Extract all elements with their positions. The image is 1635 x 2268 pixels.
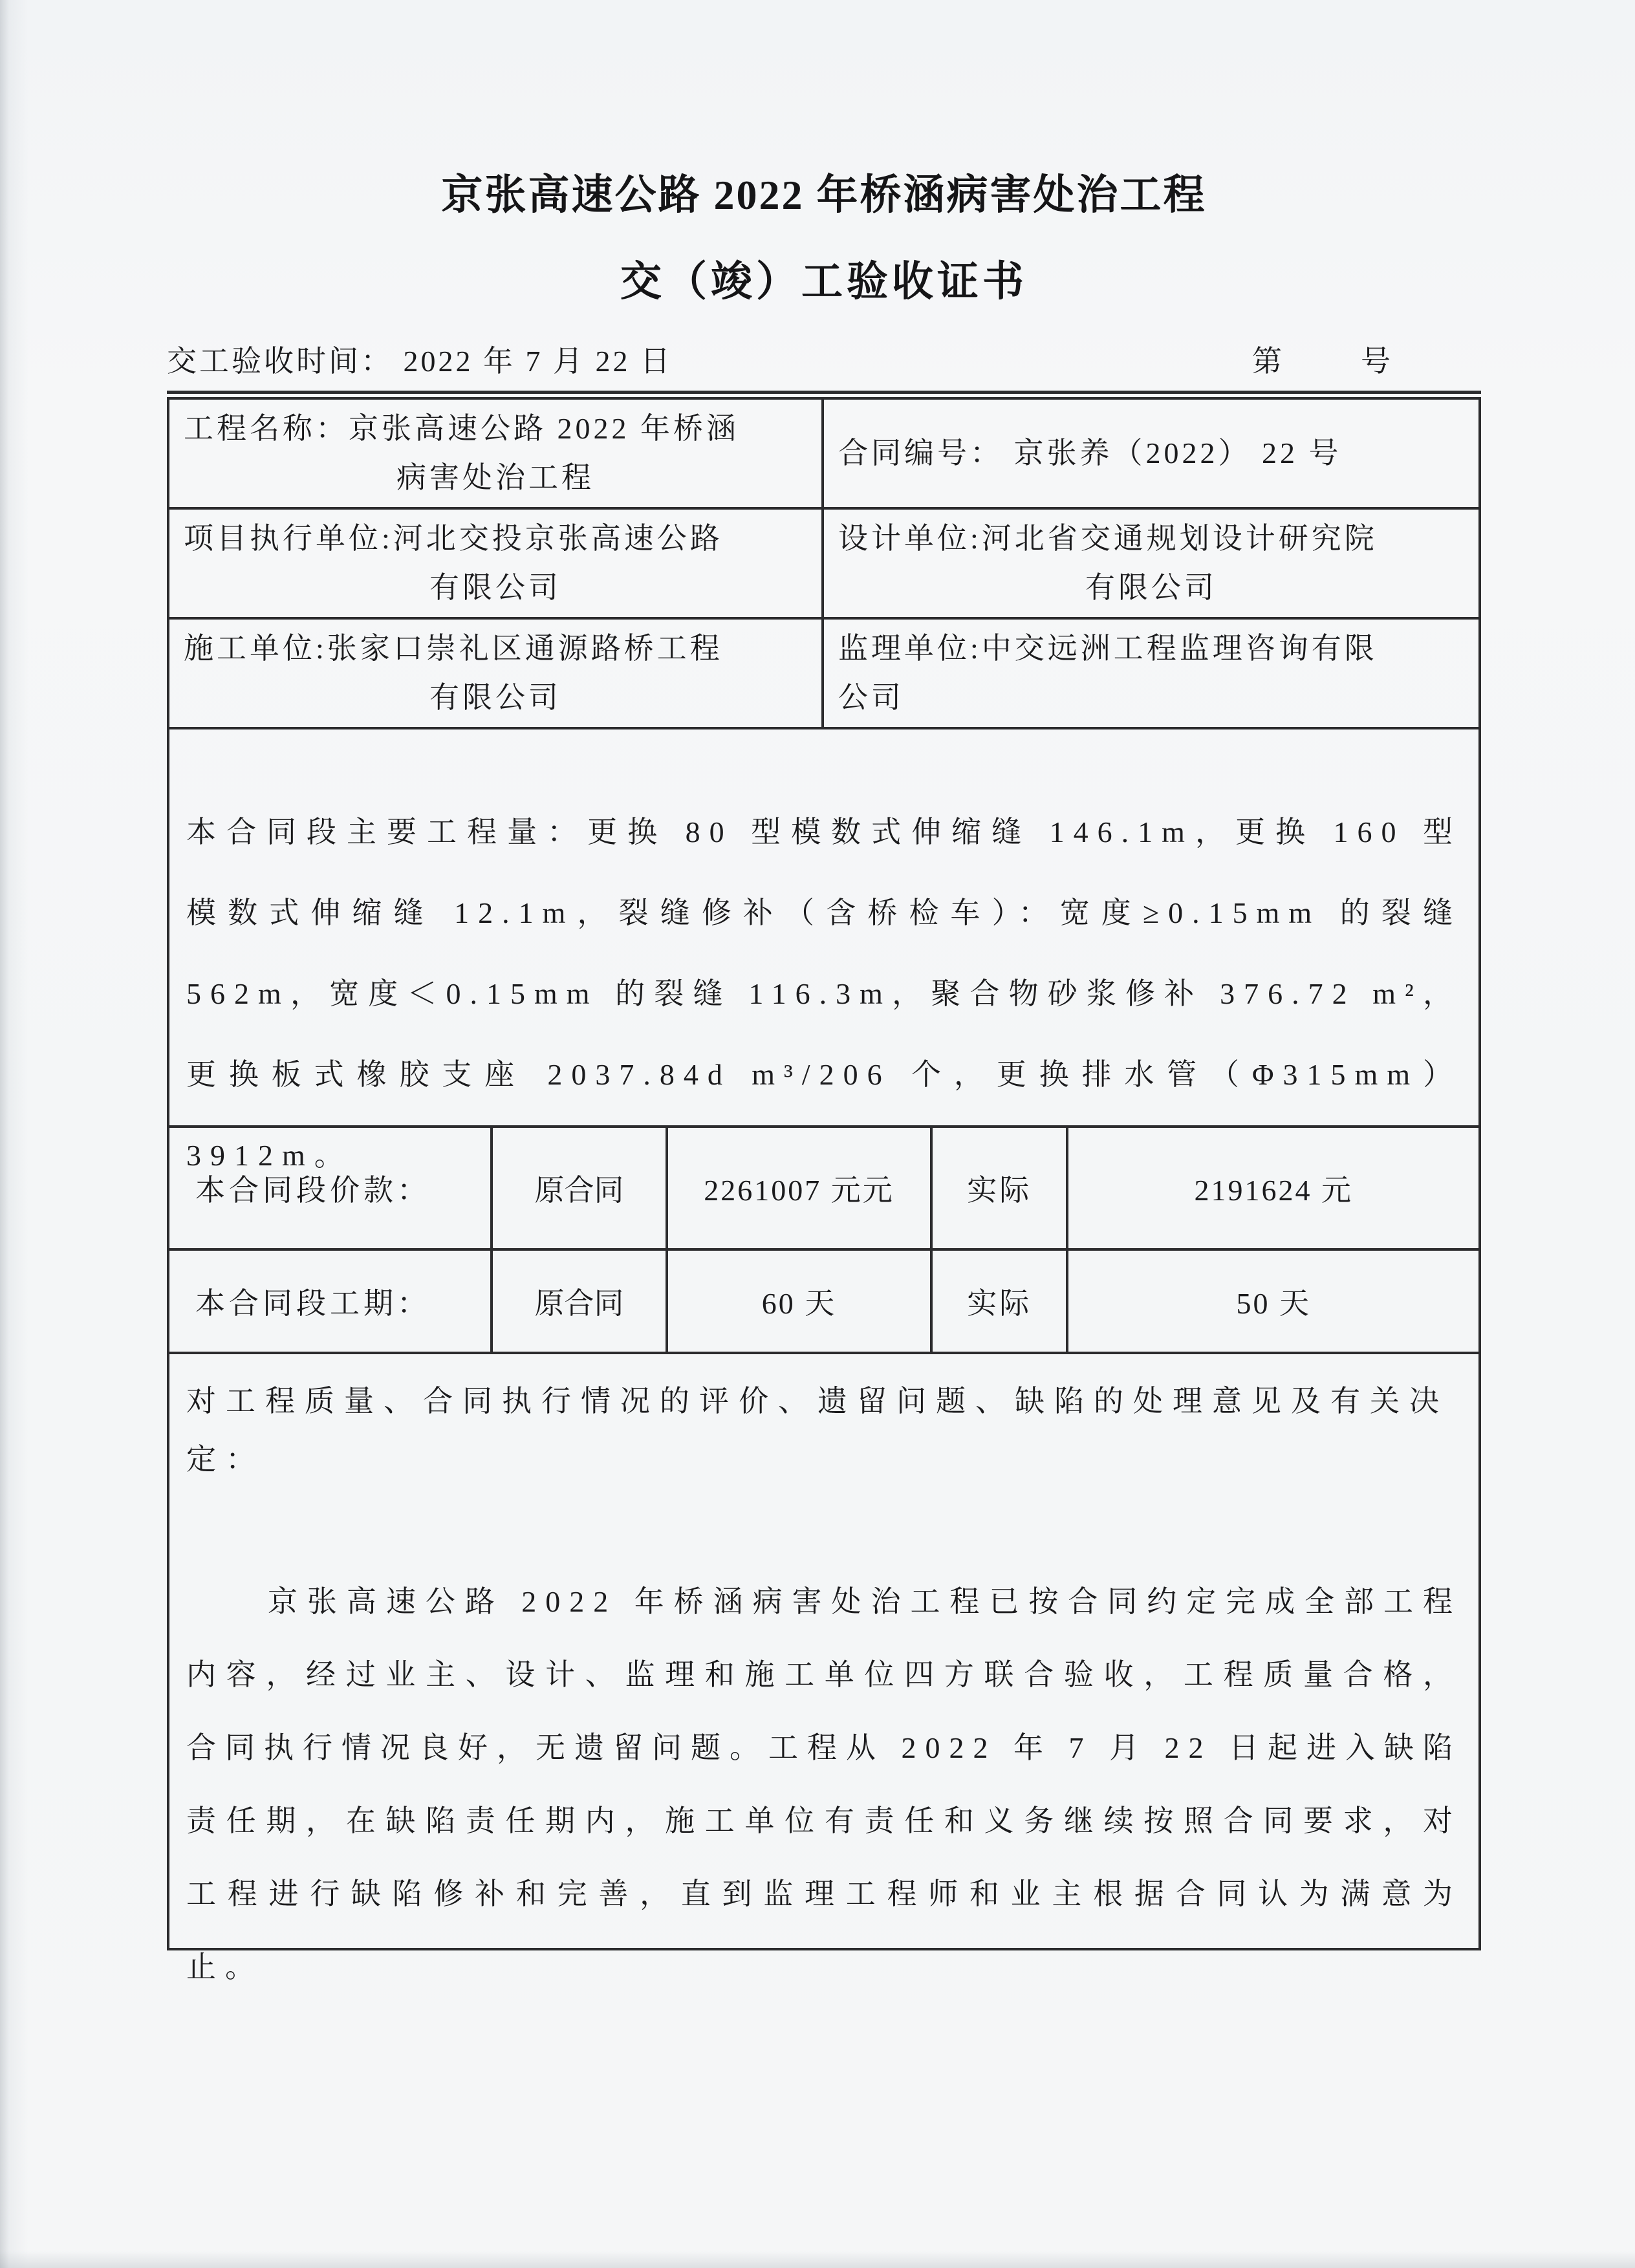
acceptance-time-text: 交工验收时间： 2022 年 7 月 22 日	[167, 345, 673, 378]
price-actual-label: 实际	[933, 1128, 1068, 1248]
executor-line1: 项目执行单位:河北交投京张高速公路	[184, 522, 723, 555]
executor-cell	[169, 510, 824, 617]
document-title-line1: 京张高速公路 2022 年桥涵病害处治工程	[441, 172, 1207, 218]
table-row-quantities	[169, 729, 1478, 1172]
constructor-line1: 施工单位:张家口崇礼区通源路桥工程	[184, 632, 723, 665]
constructor-line2: 有限公司	[429, 681, 561, 714]
contract-number-text: 合同编号： 京张养（2022） 22 号	[838, 437, 1342, 470]
table-row-evaluation	[169, 1354, 1478, 1983]
price-original-label: 原合同	[493, 1128, 668, 1248]
contract-number-cell	[824, 400, 1478, 507]
main-quantities-text: 本合同段主要工程量：更换 80 型模数式伸缩缝 146.1m，更换 160 型模数式伸缩缝 12.1m，裂缝修补（含桥检车）：宽度≥0.15mm 的裂缝 562m，宽度＜0.15mm 的裂缝 116.3m，聚合物砂浆修补 376.72 m²，更换板式橡胶支座 2037.84d m³/206 个，更换排水管（Φ315mm）3912m。	[186, 815, 1462, 1172]
supervisor-line1: 监理单位:中交远洲工程监理咨询有限	[838, 632, 1378, 665]
supervisor-cell	[824, 620, 1478, 727]
project-name-line2: 病害处治工程	[396, 461, 594, 494]
document-content	[167, 0, 1481, 1983]
certificate-table	[167, 397, 1481, 1983]
table-row-units-1	[169, 510, 1478, 620]
project-name-cell	[169, 400, 824, 507]
evaluation-heading: 对工程质量、合同执行情况的评价、遗留问题、缺陷的处理意见及有关决定：	[186, 1385, 1449, 1476]
table-row-project	[169, 400, 1478, 510]
form-header-row	[167, 338, 1481, 394]
price-original-value: 2261007 元元	[668, 1128, 933, 1248]
duration-actual-value: 50 天	[1236, 1287, 1311, 1320]
evaluation-body: 京张高速公路 2022 年桥涵病害处治工程已按合同约定完成全部工程内容，经过业主、设计、监理和施工单位四方联合验收，工程质量合格，合同执行情况良好，无遗留问题。工程从 2022 年 7 月 22 日起进入缺陷责任期，在缺陷责任期内，施工单位有责任和义务继续按照合同要求，对工程进行缺陷修补和完善，直到监理工程师和业主根据合同认为满意为止。	[186, 1585, 1462, 1983]
project-name-line1: 工程名称：京张高速公路 2022 年桥涵	[184, 412, 739, 445]
table-row-price	[169, 1128, 1478, 1251]
duration-label: 本合同段工期：	[169, 1251, 493, 1352]
designer-cell	[824, 510, 1478, 617]
table-row-duration	[169, 1251, 1478, 1354]
executor-line2: 有限公司	[429, 571, 561, 604]
document-title-line2: 交（竣）工验收证书	[620, 259, 1028, 305]
designer-line1: 设计单位:河北省交通规划设计研究院	[838, 522, 1378, 555]
price-actual-value: 2191624 元	[1194, 1174, 1353, 1207]
constructor-cell	[169, 620, 824, 727]
table-row-units-2	[169, 620, 1478, 729]
supervisor-line2: 公司	[838, 681, 904, 714]
duration-actual-label: 实际	[933, 1251, 1068, 1352]
duration-original-label: 原合同	[493, 1251, 668, 1352]
duration-original-value: 60 天	[668, 1251, 933, 1352]
designer-line2: 有限公司	[1085, 571, 1217, 604]
price-label: 本合同段价款：	[169, 1128, 493, 1248]
evaluation-cell	[169, 1354, 1478, 1983]
certificate-number-text: 第 号	[1252, 345, 1397, 378]
